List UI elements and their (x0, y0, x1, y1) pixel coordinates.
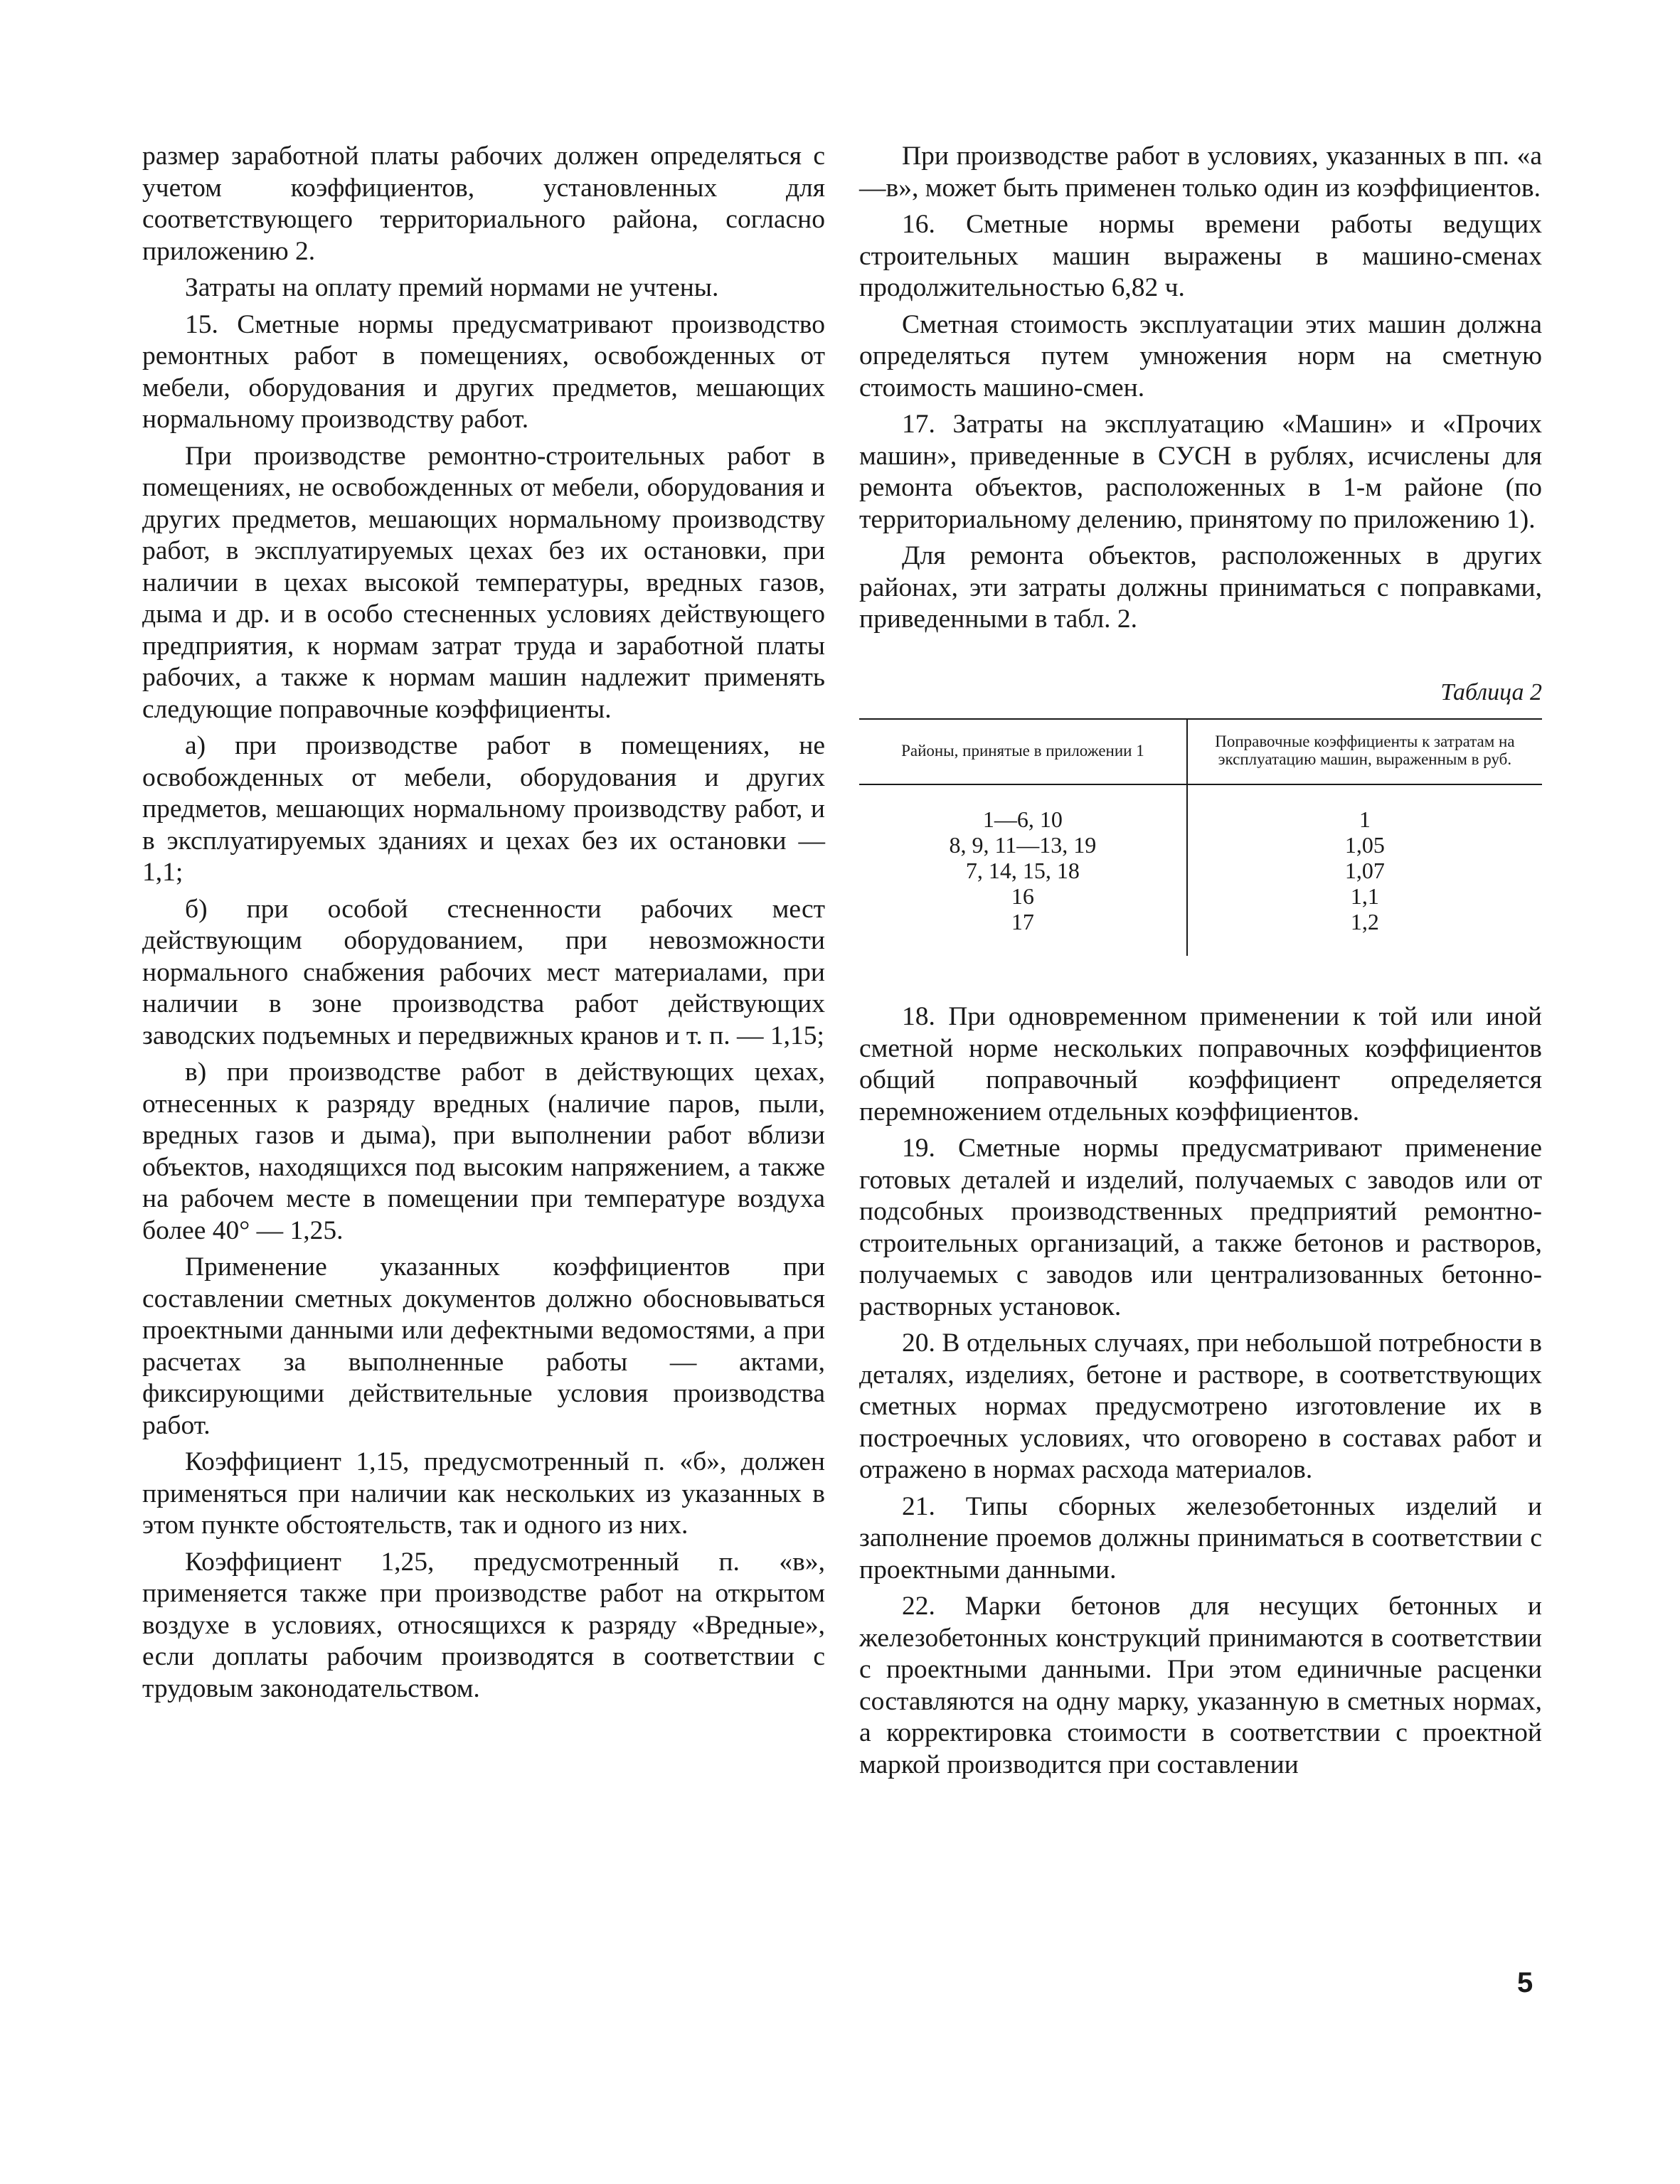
paragraph: При производстве работ в условиях, указанных в пп. «а—в», может быть применен только один из коэффициентов. (859, 142, 1542, 203)
cell-regions: 16 (859, 883, 1187, 909)
paragraph: 17. Затраты на эксплуатацию «Машин» и «Прочих машин», приведенные в СУСН в рублях, исчислены для ремонта объектов, расположенных в 1-м районе (по территориальному делению, принятому по приложению 1). (859, 410, 1542, 534)
table-row (859, 909, 1542, 956)
paragraph: а) при производстве работ в помещениях, не освобожденных от мебели, оборудования и других предметов, мешающих нормальному производству работ, и в эксплуатируемых зданиях и цехах без их остановки — 1,1; (142, 731, 825, 887)
paragraph: 15. Сметные нормы предусматривают производство ремонтных работ в помещениях, освобожденных от мебели, оборудования и других предметов, мешающих нормальному производству работ. (142, 309, 825, 434)
cell-regions: 17 (859, 909, 1187, 956)
paragraph: 20. В отдельных случаях, при небольшой потребности в деталях, изделиях, бетоне и растворе, в соответствующих сметных нормах предусмотрено изготовление их в построечных условиях, что оговорено в составах работ и отражено в нормах расхода материалов. (859, 1328, 1542, 1484)
table-row (859, 832, 1542, 858)
paragraph: Коэффициент 1,15, предусмотренный п. «б», должен применяться при наличии как нескольких из указанных в этом пункте обстоятельств, так и одного из них. (142, 1447, 825, 1540)
paragraph: Затраты на оплату премий нормами не учтены. (185, 273, 719, 302)
paragraph: размер заработной платы рабочих должен определяться с учетом коэффициентов, установленных для соответствующего территориального района, согласно приложению 2. (142, 142, 825, 266)
cell-coefficient: 1 (1359, 806, 1371, 832)
coefficient-table (859, 718, 1542, 956)
table-row (859, 883, 1542, 909)
cell-coefficient: 1,2 (1350, 909, 1379, 934)
paragraph: 19. Сметные нормы предусматривают применение готовых деталей и изделий, получаемых с заводов или от подсобных производственных предприятий ремонтно-строительных организаций, а также бетонов и растворов, получаемых с заводов или централизованных бетонно-растворных установок. (859, 1134, 1542, 1321)
paragraph: 18. При одновременном применении к той или иной сметной норме нескольких поправочных коэффициентов общий поправочный коэффициент определяется перемножением отдельных коэффициентов. (859, 1002, 1542, 1126)
cell-coefficient: 1,1 (1350, 883, 1379, 909)
table-row (859, 784, 1542, 832)
paragraph: Коэффициент 1,25, предусмотренный п. «в», применяется также при производстве работ на открытом воздухе в условиях, относящихся к разряду «Вредные», если доплаты рабочим производятся в соответствии с трудовым законодательством. (142, 1547, 825, 1703)
paragraph: 22. Марки бетонов для несущих бетонных и железобетонных конструкций принимаются в соответствии с проектными данными. При этом единичные расценки составляются на одну марку, указанную в сметных нормах, а корректировка стоимости в соответствии с проектной маркой производится при составлении (859, 1592, 1542, 1779)
cell-regions: 7, 14, 15, 18 (859, 858, 1187, 883)
table-header-row (859, 719, 1542, 784)
table-caption: Таблица 2 (1440, 678, 1542, 705)
cell-coefficient: 1,05 (1344, 832, 1385, 858)
header-regions: Районы, принятые в приложении 1 (859, 719, 1187, 784)
paragraph: При производстве ремонтно-строительных работ в помещениях, не освобожденных от мебели, оборудования и других предметов, мешающих нормальному производству работ, в эксплуатируемых цехах без их остановки, при наличии в цехах высокой температуры, вредных газов, дыма и др. и в особо стесненных условиях действующего предприятия, к нормам затрат труда и заработной платы рабочих, а также к нормам машин надлежит применять следующие поправочные коэффициенты. (142, 441, 825, 724)
paragraph: в) при производстве работ в действующих цехах, отнесенных к разряду вредных (наличие паров, пыли, вредных газов и дыма), при выполнении работ вблизи объектов, находящихся под высоким напряжением, а также на рабочем месте в помещении при температуре воздуха более 40° — 1,25. (142, 1058, 825, 1245)
paragraph: б) при особой стесненности рабочих мест действующим оборудованием, при невозможности нормального снабжения рабочих мест материалами, при наличии в зоне производства работ действующих заводских подъемных и передвижных кранов и т. п. — 1,15; (142, 894, 825, 1050)
paragraph: Сметная стоимость эксплуатации этих машин должна определяться путем умножения норм на сметную стоимость машино-смен. (859, 309, 1542, 403)
cell-regions: 8, 9, 11—13, 19 (859, 832, 1187, 858)
paragraph: 16. Сметные нормы времени работы ведущих строительных машин выражены в машино-сменах продолжительностью 6,82 ч. (859, 210, 1542, 302)
table-row (859, 858, 1542, 883)
paragraph: Применение указанных коэффициентов при составлении сметных документов должно обосновываться проектными данными или дефектными ведомостями, а при расчетах за выполненные работы — актами, фиксирующими действительные условия производства работ. (142, 1252, 825, 1440)
paragraph: 21. Типы сборных железобетонных изделий и заполнение проемов должны приниматься в соответствии с проектными данными. (859, 1491, 1542, 1584)
left-column (142, 141, 825, 1710)
right-column (859, 141, 1542, 1786)
cell-coefficient: 1,07 (1344, 858, 1385, 883)
page-number: 5 (1517, 1967, 1533, 1998)
cell-regions: 1—6, 10 (859, 784, 1187, 832)
header-coefficients: Поправочные коэффициенты к затратам на эксплуатацию машин, выраженным в руб. (1187, 719, 1542, 784)
paragraph: Для ремонта объектов, расположенных в других районах, эти затраты должны приниматься с поправками, приведенными в табл. 2. (859, 541, 1542, 634)
